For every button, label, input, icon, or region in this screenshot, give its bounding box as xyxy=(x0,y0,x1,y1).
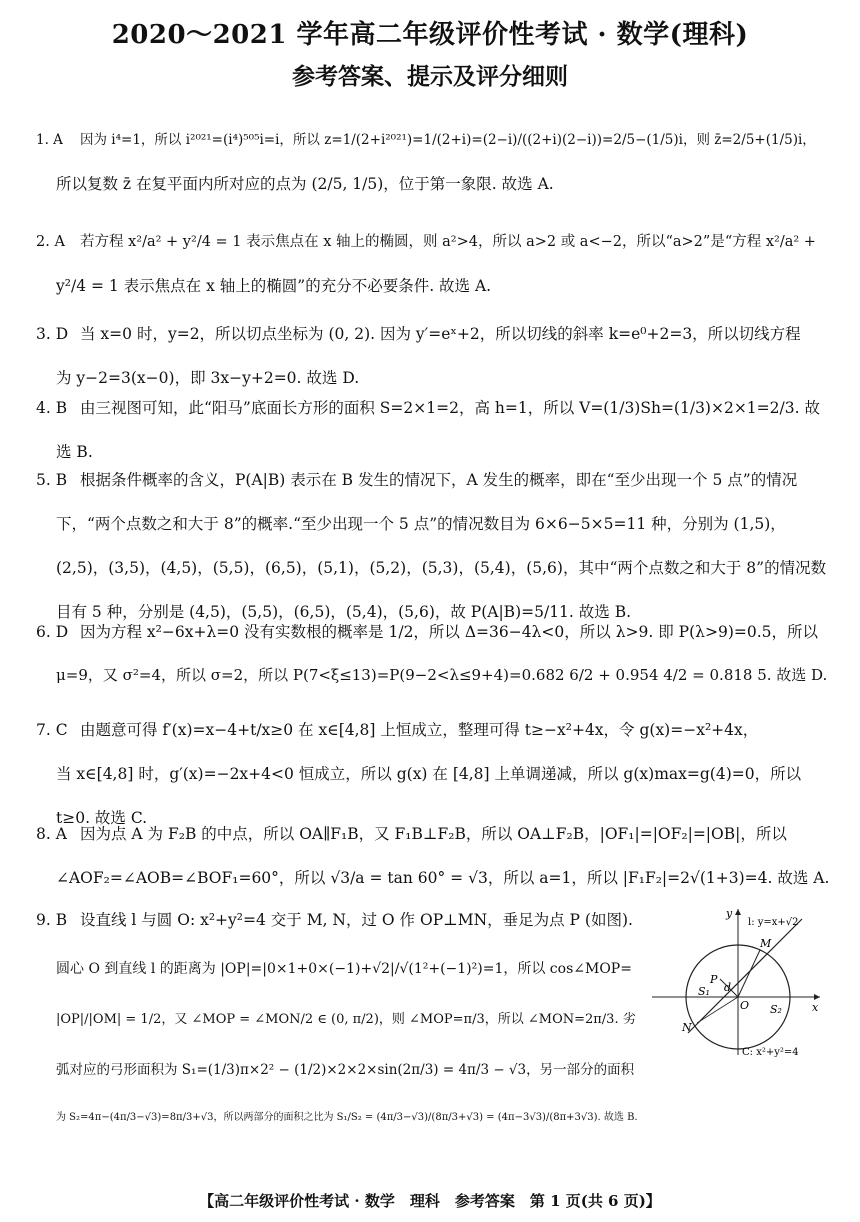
x-axis-arrow xyxy=(814,994,820,1000)
label-x: x xyxy=(812,1001,819,1014)
answer-line xyxy=(56,958,632,978)
answer-text: 选 B. xyxy=(56,443,93,461)
answer-line xyxy=(56,556,826,578)
question-number: 9. B xyxy=(36,911,68,929)
answer-text: 由题意可得 f′(x)=x−4+t/x≥0 在 x∈[4,8] 上恒成立，整理可得 t≥−x²+4x，令 g(x)=−x²+4x， xyxy=(80,721,759,739)
answer-text: 由三视图可知，此“阳马”底面长方形的面积 S=2×1=2，高 h=1，所以 V=(1/3)Sh=(1/3)×2×1=2/3. 故 xyxy=(80,399,820,417)
answer-line xyxy=(56,440,93,462)
answer-line xyxy=(56,366,359,388)
line-l xyxy=(688,919,802,1033)
segment-on xyxy=(697,997,738,1023)
answer-text: 弧对应的弓形面积为 S₁=(1/3)π×2² − (1/2)×2×2×sin(2π/3) = 4π/3 − √3，另一部分的面积 xyxy=(56,1062,635,1078)
label-s1: S₁ xyxy=(698,985,710,998)
answer-line xyxy=(36,468,797,490)
answer-line xyxy=(56,274,491,296)
label-d: d xyxy=(724,981,732,994)
answer-text: μ=9，又 σ²=4，所以 σ=2，所以 P(7<ξ≤13)=P(9−2<λ≤9+4)=0.682 6/2 + 0.954 4/2 = 0.818 5. 故选 D. xyxy=(56,666,828,684)
answer-text: ∠AOF₂=∠AOB=∠BOF₁=60°，所以 √3/a = tan 60° = √3，所以 a=1，所以 |F₁F₂|=2√(1+3)=4. 故选 A. xyxy=(56,869,830,887)
answer-line xyxy=(56,762,801,784)
label-line-l: l: y=x+√2 xyxy=(748,917,799,928)
question-number: 5. B xyxy=(36,471,68,489)
answer-line xyxy=(36,322,801,344)
answer-text: 圆心 O 到直线 l 的距离为 |OP|=|0×1+0×(−1)+√2|/√(1²+(−1)²)=1，所以 cos∠MOP= xyxy=(56,961,632,977)
circle-line-figure xyxy=(652,905,824,1061)
answer-line xyxy=(56,512,786,534)
answer-line xyxy=(36,128,816,148)
question-number: 2. A xyxy=(36,234,65,250)
page-title: 2020～2021 学年高二年级评价性考试 · 数学(理科) xyxy=(111,20,749,50)
answer-line xyxy=(56,600,631,622)
label-y: y xyxy=(726,907,733,920)
label-circle-c: C: x²+y²=4 xyxy=(742,1047,799,1058)
answer-text: 因为 i⁴=1，所以 i²⁰²¹=(i⁴)⁵⁰⁵i=i，所以 z=1/(2+i²⁰²¹)=1/(2+i)=(2−i)/((2+i)(2−i))=2/5−(1/5)i，则 z̄=2/5+(1/5)i， xyxy=(80,132,816,148)
question-number: 6. D xyxy=(36,623,69,641)
answer-text: y²/4 = 1 表示焦点在 x 轴上的椭圆”的充分不必要条件. 故选 A. xyxy=(56,277,492,295)
answer-text: 当 x∈[4,8] 时，g′(x)=−2x+4<0 恒成立，所以 g(x) 在 [4,8] 上单调递减，所以 g(x)max=g(4)=0，所以 xyxy=(56,765,802,783)
answer-text: 设直线 l 与圆 O: x²+y²=4 交于 M, N，过 O 作 OP⊥MN，垂足为点 P (如图). xyxy=(80,911,633,929)
answer-text: 因为点 A 为 F₂B 的中点，所以 OA∥F₁B，又 F₁B⊥F₂B，所以 OA⊥F₂B，|OF₁|=|OF₂|=|OB|，所以 xyxy=(80,825,787,843)
answer-text: 为 y−2=3(x−0)，即 3x−y+2=0. 故选 D. xyxy=(56,369,360,387)
answer-text: 目有 5 种，分别是 (4,5)，(5,5)，(6,5)，(5,4)，(5,6)，故 P(A|B)=5/11. 故选 B. xyxy=(56,603,632,621)
label-n: N xyxy=(682,1021,692,1034)
page-footer: 【高二年级评价性考试 · 数学 理科 参考答案 第 1 页(共 6 页)】 xyxy=(199,1192,661,1210)
answer-text: 因为方程 x²−6x+λ=0 没有实数根的概率是 1/2，所以 Δ=36−4λ<0，所以 λ>9. 即 P(λ>9)=0.5，所以 xyxy=(80,623,818,641)
answer-line xyxy=(36,396,820,418)
label-o: O xyxy=(740,999,750,1012)
label-m: M xyxy=(760,937,772,950)
y-axis-arrow xyxy=(735,909,741,915)
answer-text: 根据条件概率的含义，P(A|B) 表示在 B 发生的情况下，A 发生的概率，即在“至少出现一个 5 点”的情况 xyxy=(80,471,798,489)
answer-line xyxy=(56,664,827,685)
answer-text: 若方程 x²/a² + y²/4 = 1 表示焦点在 x 轴上的椭圆，则 a²>4，所以 a>2 或 a<−2，所以“a>2”是“方程 x²/a² + xyxy=(80,234,816,250)
answer-text: |OP|/|OM| = 1/2，又 ∠MOP = ∠MON/2 ∈ (0, π/2)，则 ∠MOP=π/3，所以 ∠MON=2π/3. 劣 xyxy=(56,1012,636,1027)
answer-line xyxy=(36,908,633,930)
answer-text: (2,5)，(3,5)，(4,5)，(5,5)，(6,5)，(5,1)，(5,2)，(5,3)，(5,4)，(5,6)，其中“两个点数之和大于 8”的情况数 xyxy=(56,559,827,577)
answer-line xyxy=(56,866,829,888)
question-number: 1. A xyxy=(36,132,63,148)
answer-text: 下，“两个点数之和大于 8”的概率.“至少出现一个 5 点”的情况数目为 6×6−5×5=11 种，分别为 (1,5)， xyxy=(56,515,786,533)
answer-line xyxy=(56,1058,634,1078)
answer-line xyxy=(36,230,816,251)
label-p: P xyxy=(710,973,718,986)
answer-text: 当 x=0 时，y=2，所以切点坐标为 (0, 2). 因为 y′=eˣ+2，所以切线的斜率 k=e⁰+2=3，所以切线方程 xyxy=(80,325,801,343)
answer-line xyxy=(56,1108,638,1123)
question-number: 8. A xyxy=(36,825,67,843)
label-s2: S₂ xyxy=(770,1003,782,1016)
answer-line xyxy=(56,1008,636,1027)
question-number: 4. B xyxy=(36,399,68,417)
segment-om xyxy=(738,950,760,997)
answer-text: 所以复数 z̄ 在复平面内所对应的点为 (2/5, 1/5)，位于第一象限. 故选 A. xyxy=(56,175,554,193)
answer-line xyxy=(36,718,758,740)
answer-text: 为 S₂=4π−(4π/3−√3)=8π/3+√3，所以两部分的面积之比为 S₁/S₂ = (4π/3−√3)/(8π/3+√3) = (4π−3√3)/(8π+3√3). 故选 B. xyxy=(56,1112,638,1123)
answer-line xyxy=(56,172,554,194)
answer-line xyxy=(36,620,818,642)
page-subtitle: 参考答案、提示及评分细则 xyxy=(292,63,568,90)
answer-text: t≥0. 故选 C. xyxy=(56,809,148,827)
answer-line xyxy=(36,822,787,844)
question-number: 3. D xyxy=(36,325,69,343)
question-number: 7. C xyxy=(36,721,68,739)
